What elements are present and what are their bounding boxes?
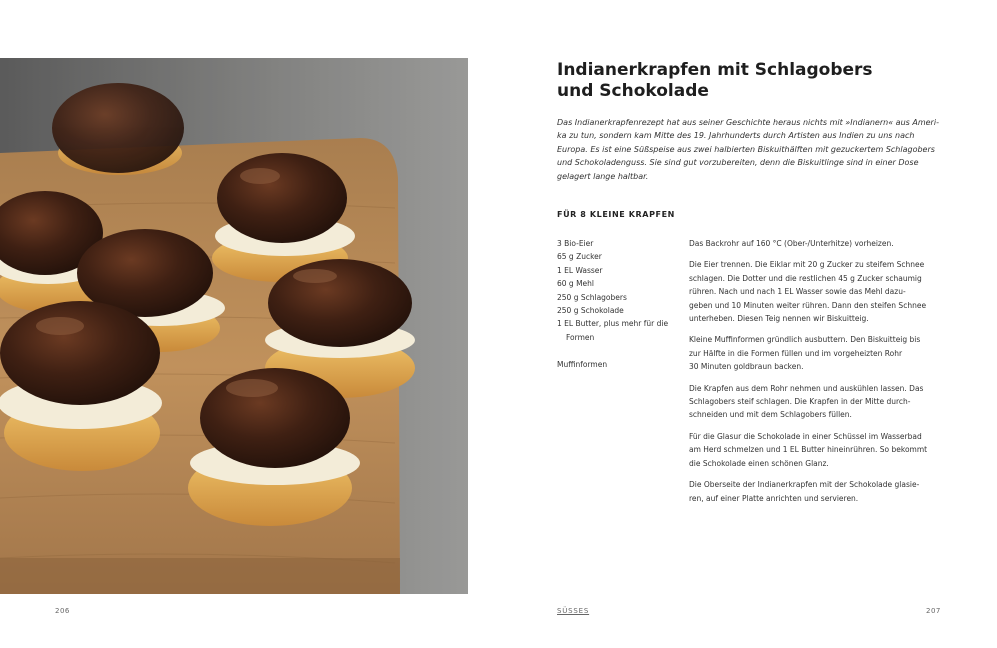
ingredient-item: 250 g Schlagobers xyxy=(557,292,627,302)
step-line: unterheben. Diesen Teig nennen wir Biskuitteig. xyxy=(689,314,869,324)
recipe-title xyxy=(557,60,917,102)
step-line: geben und 10 Minuten weiter rühren. Dann den steifen Schnee xyxy=(689,300,927,310)
recipe-intro xyxy=(557,116,947,183)
step-paragraph xyxy=(689,333,951,373)
step-line: schneiden und mit dem Schlagobers füllen. xyxy=(689,410,852,420)
step-line: Schlagobers steif schlagen. Die Krapfen in der Mitte durch- xyxy=(689,397,911,407)
step-line: rühren. Nach und nach 1 EL Wasser sowie das Mehl dazu- xyxy=(689,287,906,297)
step-line: Die Krapfen aus dem Rohr nehmen und auskühlen lassen. Das xyxy=(689,383,924,393)
step-line: Für die Glasur die Schokolade in einer Schüssel im Wasserbad xyxy=(689,431,922,441)
ingredient-item: 1 EL Wasser xyxy=(557,265,603,275)
recipe-photo xyxy=(0,58,468,594)
step-paragraph xyxy=(689,430,951,470)
step-line: Die Oberseite der Indianerkrapfen mit der Schokolade glasie- xyxy=(689,480,920,490)
servings-heading: FÜR 8 KLEINE KRAPFEN xyxy=(557,210,675,219)
step-line: zur Hälfte in die Formen füllen und im vorgeheizten Rohr xyxy=(689,348,903,358)
ingredient-item: 65 g Zucker xyxy=(557,252,602,262)
title-line: und Schokolade xyxy=(557,81,709,101)
page-number-left: 206 xyxy=(55,607,70,615)
step-line: ren, auf einer Platte anrichten und servieren. xyxy=(689,493,859,503)
section-label: SÜSSES xyxy=(557,607,590,615)
intro-line: Das Indianerkrapfenrezept hat aus seiner Geschichte heraus nichts mit »Indianern« aus Ameri- xyxy=(557,118,939,127)
step-line: Das Backrohr auf 160 °C (Ober-/Unterhitze) vorheizen. xyxy=(689,239,894,248)
ingredient-item: 3 Bio-Eier xyxy=(557,239,594,248)
ingredient-item: 1 EL Butter, plus mehr für die xyxy=(557,319,669,329)
step-line: die Schokolade einen schönen Glanz. xyxy=(689,458,829,468)
ingredient-item-continued: Formen xyxy=(566,332,595,342)
step-paragraph xyxy=(689,237,951,250)
step-line: am Herd schmelzen und 1 EL Butter hineinrühren. So bekommt xyxy=(689,445,928,455)
intro-line: gelagert lange haltbar. xyxy=(557,171,649,181)
recipe-steps xyxy=(689,237,951,513)
intro-line: Europa. Es ist eine Süßspeise aus zwei halbierten Biskuithälften mit gezuckertem Schlagobers xyxy=(557,144,935,154)
step-line: Kleine Muffinformen gründlich ausbuttern. Den Biskuitteig bis xyxy=(689,335,921,345)
step-line: 30 Minuten goldbraun backen. xyxy=(689,362,804,372)
page-number-right: 207 xyxy=(926,607,941,615)
step-line: Die Eier trennen. Die Eiklar mit 20 g Zucker zu steifem Schnee xyxy=(689,260,925,270)
ingredient-item: Muffinformen xyxy=(557,360,608,370)
intro-line: ka zu tun, sondern kam Mitte des 19. Jahrhunderts durch Artisten aus Indien zu uns nach xyxy=(557,131,915,141)
ingredient-item: 250 g Schokolade xyxy=(557,306,624,316)
ingredient-item: 60 g Mehl xyxy=(557,279,594,289)
intro-line: und Schokoladenguss. Sie sind gut vorzubereiten, denn die Biskuitlinge sind in einer Dose xyxy=(557,158,919,168)
step-paragraph xyxy=(689,478,951,505)
ingredient-list xyxy=(557,237,677,372)
step-line: schlagen. Die Dotter und die restlichen 45 g Zucker schaumig xyxy=(689,273,922,283)
food-photo-icon xyxy=(0,58,468,594)
title-line: Indianerkrapfen mit Schlagobers xyxy=(557,60,873,80)
step-paragraph xyxy=(689,382,951,422)
step-paragraph xyxy=(689,258,951,325)
